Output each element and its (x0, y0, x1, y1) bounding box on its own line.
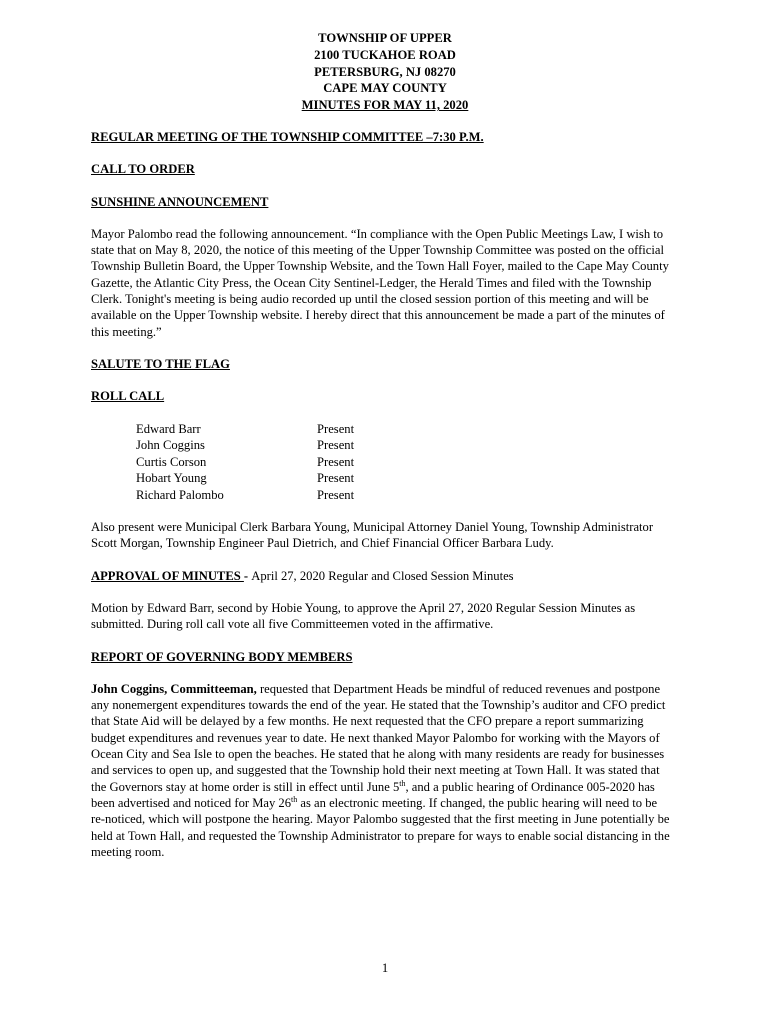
roll-call-row (136, 437, 671, 454)
header-township: TOWNSHIP OF UPPER (318, 31, 452, 45)
member-status: Present (317, 471, 355, 486)
approval-motion: Motion by Edward Barr, second by Hobie Young, to approve the April 27, 2020 Regular Session Minutes as submitted. During roll call vote all five Committeemen voted in the affirmative. (91, 600, 636, 632)
report-text-1: requested that Department Heads be mindful of reduced revenues and postpone any nonemergent expenditures towards the end of the year. He stated that the Township’s auditor and CFO predict that State Aid will be delayed by a few months. He next requested that the CFO prepare a report summarizing budget expenditures and revenues year to date. He next thanked Mayor Palombo for working with the Mayors of Ocean City and Sea Isle to open the beaches. He stated that he along with many residents are ready for businesses and services to open up, and suggested that the Township hold their next meeting at Town Hall. It was stated that the Governors stay at home order is still in effect until June 5 (91, 681, 666, 794)
meeting-heading: REGULAR MEETING OF THE TOWNSHIP COMMITTEE –7:30 P.M. (91, 130, 484, 144)
report-text-3: as an electronic meeting. If changed, the public hearing will need to be re-noticed, which will postpone the hearing. Mayor Palombo suggested that the first meeting in June potentially be held at Town Hall, and requested the Township Administrator to prepare for ways to enable social distancing in the meeting room. (91, 795, 670, 859)
page-number: 1 (381, 961, 389, 975)
roll-call-row (136, 470, 671, 487)
report-sup-1: th (399, 778, 406, 788)
approval-subject: April 27, 2020 Regular and Closed Session Minutes (251, 568, 514, 583)
report-sup-2: th (291, 794, 298, 804)
member-status: Present (317, 487, 355, 502)
document-body (91, 129, 671, 860)
member-name: Curtis Corson (136, 454, 207, 469)
header-address: 2100 TUCKAHOE ROAD (314, 47, 456, 62)
document-header (0, 30, 770, 114)
sunshine-heading: SUNSHINE ANNOUNCEMENT (91, 194, 269, 209)
roll-call-row (136, 487, 671, 504)
report-paragraph (91, 681, 671, 860)
member-name: Edward Barr (136, 421, 201, 436)
member-name: Hobart Young (136, 471, 207, 486)
roll-call-row (136, 454, 671, 471)
approval-heading: APPROVAL OF MINUTES (91, 568, 244, 583)
member-name: Richard Palombo (136, 487, 224, 502)
member-status: Present (317, 454, 355, 469)
sunshine-text: Mayor Palombo read the following announcement. “In compliance with the Open Public Meetings Law, I wish to state that on May 8, 2020, the notice of this meeting of the Upper Township Committee was posted on the official Township Bulletin Board, the Upper Township Website, and the Town Hall Foyer, mailed to the Cape May County Gazette, the Atlantic City Press, the Ocean City Sentinel-Ledger, the Herald Times and filed with the Township Clerk. Tonight's meeting is being audio recorded up until the closed session portion of this meeting and will be available on the Upper Township website. I hereby direct that this announcement be made a part of the minutes of this meeting.” (91, 226, 669, 339)
approval-dash: - (243, 568, 252, 583)
report-text-2: , and a public hearing of Ordinance 005-2020 has been advertised and noticed for May 26 (91, 779, 655, 810)
header-city: PETERSBURG, NJ 08270 (314, 64, 456, 79)
report-heading: REPORT OF GOVERNING BODY MEMBERS (91, 649, 353, 664)
header-county: CAPE MAY COUNTY (323, 81, 447, 96)
roll-call-heading: ROLL CALL (91, 389, 165, 404)
roll-call-list (136, 421, 671, 504)
member-name: John Coggins (136, 438, 205, 453)
report-speaker: John Coggins, Committeeman, (91, 681, 257, 696)
salute-heading: SALUTE TO THE FLAG (91, 356, 230, 371)
member-status: Present (317, 438, 355, 453)
approval-line (91, 568, 671, 584)
header-minutes-date: MINUTES FOR MAY 11, 2020 (301, 98, 469, 113)
roll-call-row (136, 421, 671, 438)
member-status: Present (317, 421, 355, 436)
also-present-text: Also present were Municipal Clerk Barbara Young, Municipal Attorney Daniel Young, Township Administrator Scott Morgan, Township Engineer Paul Dietrich, and Chief Financial Officer Barbara Ludy. (91, 520, 654, 551)
call-to-order-heading: CALL TO ORDER (91, 162, 195, 177)
